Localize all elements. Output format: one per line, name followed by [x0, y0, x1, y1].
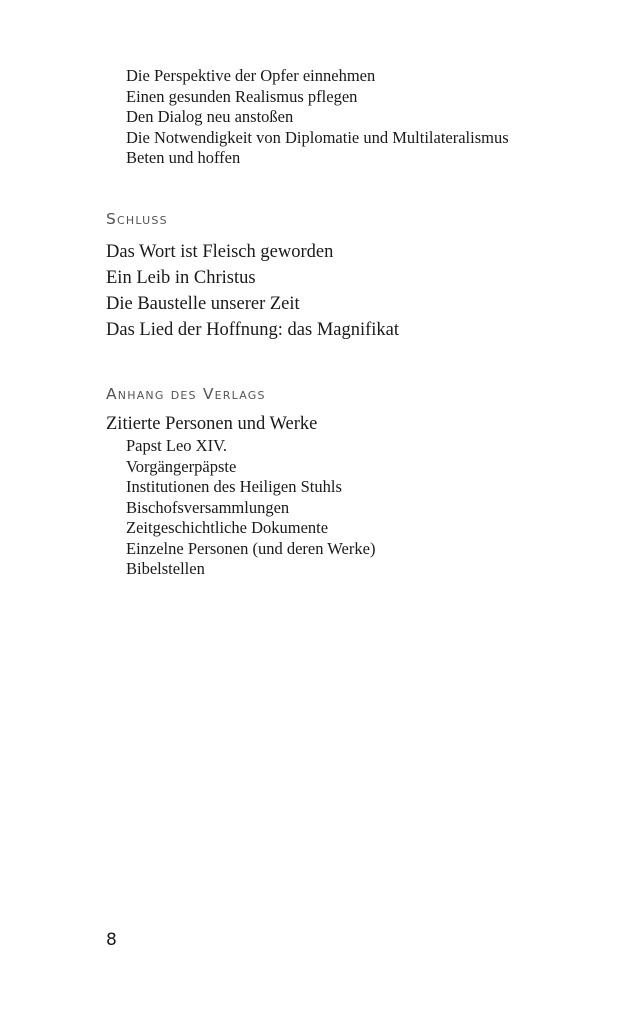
toc-entry[interactable]: Das Lied der Hoffnung: das Magnifikat — [106, 320, 400, 340]
toc-subentry[interactable]: Zeitgeschichtliche Dokumente — [126, 518, 329, 537]
schluss-entry-list — [106, 239, 399, 343]
page-number: 8 — [106, 930, 117, 950]
toc-subentry[interactable]: Papst Leo XIV. — [126, 436, 227, 455]
section-heading-schluss: Schluss — [106, 210, 168, 228]
toc-entry[interactable]: Das Wort ist Fleisch geworden — [106, 242, 334, 262]
toc-subentry[interactable]: Vorgängerpäpste — [126, 456, 237, 476]
toc-entry[interactable]: Den Dialog neu anstoßen — [126, 107, 294, 126]
toc-subentry[interactable]: Bibelstellen — [126, 559, 205, 578]
toc-subentry[interactable]: Institutionen des Heiligen Stuhls — [126, 477, 342, 496]
section-heading-anhang: Anhang des Verlags — [106, 385, 266, 403]
toc-subsection-list — [106, 66, 509, 169]
toc-subentry[interactable]: Einzelne Personen (und deren Werke) — [126, 538, 376, 558]
toc-entry[interactable]: Die Notwendigkeit von Diplomatie und Multilateralismus — [126, 127, 509, 147]
toc-entry[interactable]: Die Perspektive der Opfer einnehmen — [126, 66, 376, 85]
toc-entry[interactable]: Ein Leib in Christus — [106, 268, 256, 288]
toc-entry[interactable]: Beten und hoffen — [126, 148, 241, 167]
toc-subentry[interactable]: Bischofsversammlungen — [126, 497, 290, 517]
toc-entry[interactable]: Zitierte Personen und Werke — [106, 414, 318, 434]
toc-entry[interactable]: Einen gesunden Realismus pflegen — [126, 86, 358, 106]
toc-entry[interactable]: Die Baustelle unserer Zeit — [106, 294, 300, 314]
anhang-entry-list — [106, 412, 375, 580]
